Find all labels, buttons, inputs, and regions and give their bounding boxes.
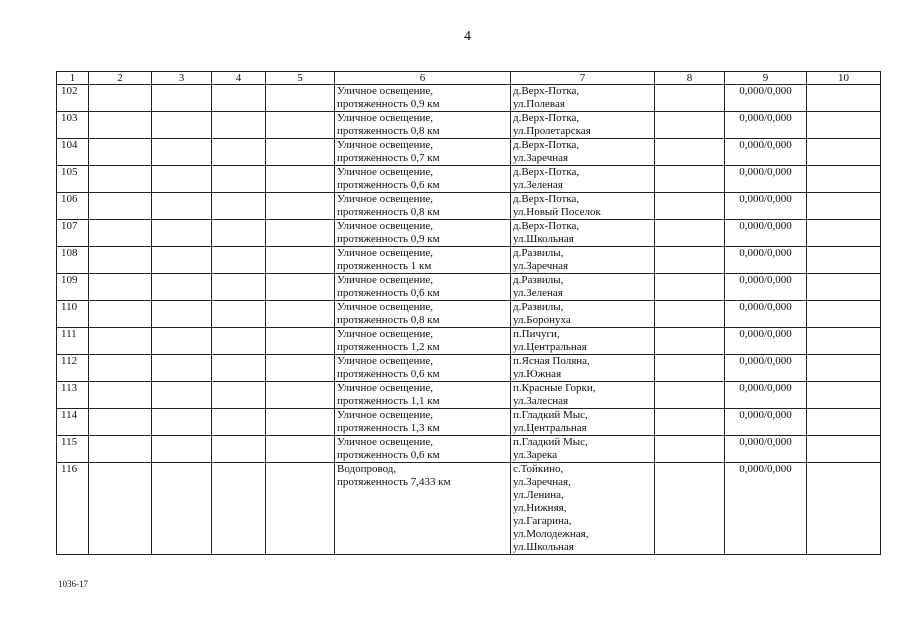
object-address: п.Гладкий Мыс, ул.Зарека bbox=[511, 436, 655, 463]
object-address: д.Развилы, ул.Заречная bbox=[511, 247, 655, 274]
object-name: Водопровод, протяженность 7,433 км bbox=[335, 463, 511, 555]
empty-cell bbox=[266, 382, 335, 409]
empty-cell bbox=[266, 85, 335, 112]
empty-cell bbox=[89, 328, 152, 355]
empty-cell bbox=[152, 274, 212, 301]
empty-cell bbox=[655, 382, 725, 409]
table-body bbox=[57, 85, 881, 555]
row-number: 116 bbox=[57, 463, 89, 555]
empty-cell bbox=[266, 193, 335, 220]
empty-cell bbox=[89, 166, 152, 193]
empty-cell bbox=[655, 436, 725, 463]
object-value: 0,000/0,000 bbox=[725, 139, 807, 166]
row-number: 113 bbox=[57, 382, 89, 409]
empty-cell bbox=[655, 112, 725, 139]
object-address: д.Верх-Потка, ул.Зеленая bbox=[511, 166, 655, 193]
table-row bbox=[57, 274, 881, 301]
empty-cell bbox=[266, 355, 335, 382]
object-name: Уличное освещение, протяженность 0,8 км bbox=[335, 193, 511, 220]
empty-cell bbox=[807, 463, 881, 555]
empty-cell bbox=[212, 436, 266, 463]
empty-cell bbox=[807, 220, 881, 247]
object-value: 0,000/0,000 bbox=[725, 436, 807, 463]
empty-cell bbox=[266, 220, 335, 247]
footer-code: 1036-17 bbox=[58, 579, 88, 589]
object-name: Уличное освещение, протяженность 1,3 км bbox=[335, 409, 511, 436]
empty-cell bbox=[655, 463, 725, 555]
empty-cell bbox=[152, 328, 212, 355]
empty-cell bbox=[212, 247, 266, 274]
empty-cell bbox=[212, 193, 266, 220]
object-value: 0,000/0,000 bbox=[725, 274, 807, 301]
empty-cell bbox=[212, 112, 266, 139]
empty-cell bbox=[212, 220, 266, 247]
empty-cell bbox=[152, 193, 212, 220]
page-number: 4 bbox=[464, 29, 471, 44]
row-number: 104 bbox=[57, 139, 89, 166]
table-row bbox=[57, 85, 881, 112]
table-row bbox=[57, 247, 881, 274]
object-address: п.Пичуги, ул.Центральная bbox=[511, 328, 655, 355]
column-header: 4 bbox=[212, 72, 266, 85]
object-address: д.Верх-Потка, ул.Школьная bbox=[511, 220, 655, 247]
empty-cell bbox=[89, 409, 152, 436]
empty-cell bbox=[89, 247, 152, 274]
empty-cell bbox=[655, 220, 725, 247]
table-row bbox=[57, 166, 881, 193]
column-header: 3 bbox=[152, 72, 212, 85]
table-row bbox=[57, 112, 881, 139]
empty-cell bbox=[212, 382, 266, 409]
object-address: д.Развилы, ул.Боронуха bbox=[511, 301, 655, 328]
table-row bbox=[57, 382, 881, 409]
empty-cell bbox=[266, 301, 335, 328]
table-row bbox=[57, 301, 881, 328]
table-row bbox=[57, 409, 881, 436]
object-address: п.Гладкий Мыс, ул.Центральная bbox=[511, 409, 655, 436]
empty-cell bbox=[807, 139, 881, 166]
empty-cell bbox=[807, 382, 881, 409]
row-number: 110 bbox=[57, 301, 89, 328]
object-value: 0,000/0,000 bbox=[725, 328, 807, 355]
table-row bbox=[57, 436, 881, 463]
empty-cell bbox=[89, 382, 152, 409]
table-row bbox=[57, 193, 881, 220]
object-name: Уличное освещение, протяженность 0,6 км bbox=[335, 436, 511, 463]
object-name: Уличное освещение, протяженность 0,8 км bbox=[335, 112, 511, 139]
empty-cell bbox=[807, 355, 881, 382]
object-name: Уличное освещение, протяженность 1,2 км bbox=[335, 328, 511, 355]
column-header: 6 bbox=[335, 72, 511, 85]
empty-cell bbox=[89, 139, 152, 166]
object-value: 0,000/0,000 bbox=[725, 247, 807, 274]
empty-cell bbox=[266, 112, 335, 139]
empty-cell bbox=[152, 382, 212, 409]
table-row bbox=[57, 220, 881, 247]
empty-cell bbox=[212, 274, 266, 301]
empty-cell bbox=[266, 274, 335, 301]
empty-cell bbox=[89, 85, 152, 112]
empty-cell bbox=[266, 328, 335, 355]
empty-cell bbox=[89, 301, 152, 328]
empty-cell bbox=[152, 112, 212, 139]
object-value: 0,000/0,000 bbox=[725, 382, 807, 409]
object-address: п.Красные Горки, ул.Залесная bbox=[511, 382, 655, 409]
object-address: д.Верх-Потка, ул.Новый Поселок bbox=[511, 193, 655, 220]
empty-cell bbox=[152, 301, 212, 328]
empty-cell bbox=[89, 355, 152, 382]
row-number: 107 bbox=[57, 220, 89, 247]
row-number: 102 bbox=[57, 85, 89, 112]
empty-cell bbox=[89, 274, 152, 301]
empty-cell bbox=[655, 139, 725, 166]
empty-cell bbox=[655, 355, 725, 382]
empty-cell bbox=[807, 328, 881, 355]
empty-cell bbox=[266, 436, 335, 463]
empty-cell bbox=[266, 139, 335, 166]
empty-cell bbox=[212, 166, 266, 193]
empty-cell bbox=[807, 112, 881, 139]
table-row bbox=[57, 463, 881, 555]
object-name: Уличное освещение, протяженность 1,1 км bbox=[335, 382, 511, 409]
object-name: Уличное освещение, протяженность 0,7 км bbox=[335, 139, 511, 166]
empty-cell bbox=[655, 166, 725, 193]
empty-cell bbox=[266, 166, 335, 193]
column-header: 7 bbox=[511, 72, 655, 85]
row-number: 111 bbox=[57, 328, 89, 355]
empty-cell bbox=[152, 139, 212, 166]
empty-cell bbox=[807, 85, 881, 112]
row-number: 115 bbox=[57, 436, 89, 463]
column-header: 10 bbox=[807, 72, 881, 85]
object-value: 0,000/0,000 bbox=[725, 85, 807, 112]
empty-cell bbox=[89, 220, 152, 247]
empty-cell bbox=[212, 328, 266, 355]
empty-cell bbox=[212, 463, 266, 555]
object-value: 0,000/0,000 bbox=[725, 355, 807, 382]
empty-cell bbox=[807, 409, 881, 436]
empty-cell bbox=[266, 463, 335, 555]
empty-cell bbox=[807, 166, 881, 193]
empty-cell bbox=[807, 193, 881, 220]
object-name: Уличное освещение, протяженность 0,6 км bbox=[335, 274, 511, 301]
object-value: 0,000/0,000 bbox=[725, 409, 807, 436]
column-header: 1 bbox=[57, 72, 89, 85]
object-value: 0,000/0,000 bbox=[725, 112, 807, 139]
empty-cell bbox=[655, 85, 725, 112]
empty-cell bbox=[152, 220, 212, 247]
row-number: 106 bbox=[57, 193, 89, 220]
object-name: Уличное освещение, протяженность 0,9 км bbox=[335, 85, 511, 112]
empty-cell bbox=[152, 355, 212, 382]
object-name: Уличное освещение, протяженность 0,8 км bbox=[335, 301, 511, 328]
empty-cell bbox=[807, 274, 881, 301]
object-name: Уличное освещение, протяженность 0,9 км bbox=[335, 220, 511, 247]
empty-cell bbox=[266, 409, 335, 436]
column-header: 2 bbox=[89, 72, 152, 85]
column-header: 9 bbox=[725, 72, 807, 85]
object-address: д.Верх-Потка, ул.Полевая bbox=[511, 85, 655, 112]
table-row bbox=[57, 328, 881, 355]
empty-cell bbox=[152, 409, 212, 436]
empty-cell bbox=[655, 328, 725, 355]
empty-cell bbox=[212, 355, 266, 382]
empty-cell bbox=[807, 436, 881, 463]
empty-cell bbox=[807, 301, 881, 328]
object-address: п.Ясная Поляна, ул.Южная bbox=[511, 355, 655, 382]
empty-cell bbox=[212, 85, 266, 112]
object-value: 0,000/0,000 bbox=[725, 220, 807, 247]
object-address: д.Верх-Потка, ул.Заречная bbox=[511, 139, 655, 166]
row-number: 105 bbox=[57, 166, 89, 193]
empty-cell bbox=[807, 247, 881, 274]
empty-cell bbox=[152, 436, 212, 463]
empty-cell bbox=[655, 409, 725, 436]
empty-cell bbox=[655, 247, 725, 274]
empty-cell bbox=[152, 463, 212, 555]
row-number: 109 bbox=[57, 274, 89, 301]
row-number: 114 bbox=[57, 409, 89, 436]
table-row bbox=[57, 139, 881, 166]
object-name: Уличное освещение, протяженность 1 км bbox=[335, 247, 511, 274]
row-number: 112 bbox=[57, 355, 89, 382]
empty-cell bbox=[152, 166, 212, 193]
empty-cell bbox=[212, 139, 266, 166]
object-name: Уличное освещение, протяженность 0,6 км bbox=[335, 355, 511, 382]
empty-cell bbox=[89, 436, 152, 463]
header-row bbox=[57, 72, 881, 85]
empty-cell bbox=[152, 247, 212, 274]
object-value: 0,000/0,000 bbox=[725, 301, 807, 328]
object-value: 0,000/0,000 bbox=[725, 166, 807, 193]
column-header: 5 bbox=[266, 72, 335, 85]
object-name: Уличное освещение, протяженность 0,6 км bbox=[335, 166, 511, 193]
table-row bbox=[57, 355, 881, 382]
column-header: 8 bbox=[655, 72, 725, 85]
empty-cell bbox=[212, 409, 266, 436]
empty-cell bbox=[89, 112, 152, 139]
empty-cell bbox=[655, 193, 725, 220]
object-address: д.Верх-Потка, ул.Пролетарская bbox=[511, 112, 655, 139]
empty-cell bbox=[89, 193, 152, 220]
object-value: 0,000/0,000 bbox=[725, 463, 807, 555]
row-number: 103 bbox=[57, 112, 89, 139]
empty-cell bbox=[89, 463, 152, 555]
object-address: д.Развилы, ул.Зеленая bbox=[511, 274, 655, 301]
object-value: 0,000/0,000 bbox=[725, 193, 807, 220]
row-number: 108 bbox=[57, 247, 89, 274]
empty-cell bbox=[655, 301, 725, 328]
empty-cell bbox=[266, 247, 335, 274]
empty-cell bbox=[152, 85, 212, 112]
registry-table bbox=[56, 71, 881, 555]
object-address: с.Тойкино, ул.Заречная, ул.Ленина, ул.Нижняя, ул.Гагарина, ул.Молодежная, ул.Школьная bbox=[511, 463, 655, 555]
empty-cell bbox=[655, 274, 725, 301]
empty-cell bbox=[212, 301, 266, 328]
